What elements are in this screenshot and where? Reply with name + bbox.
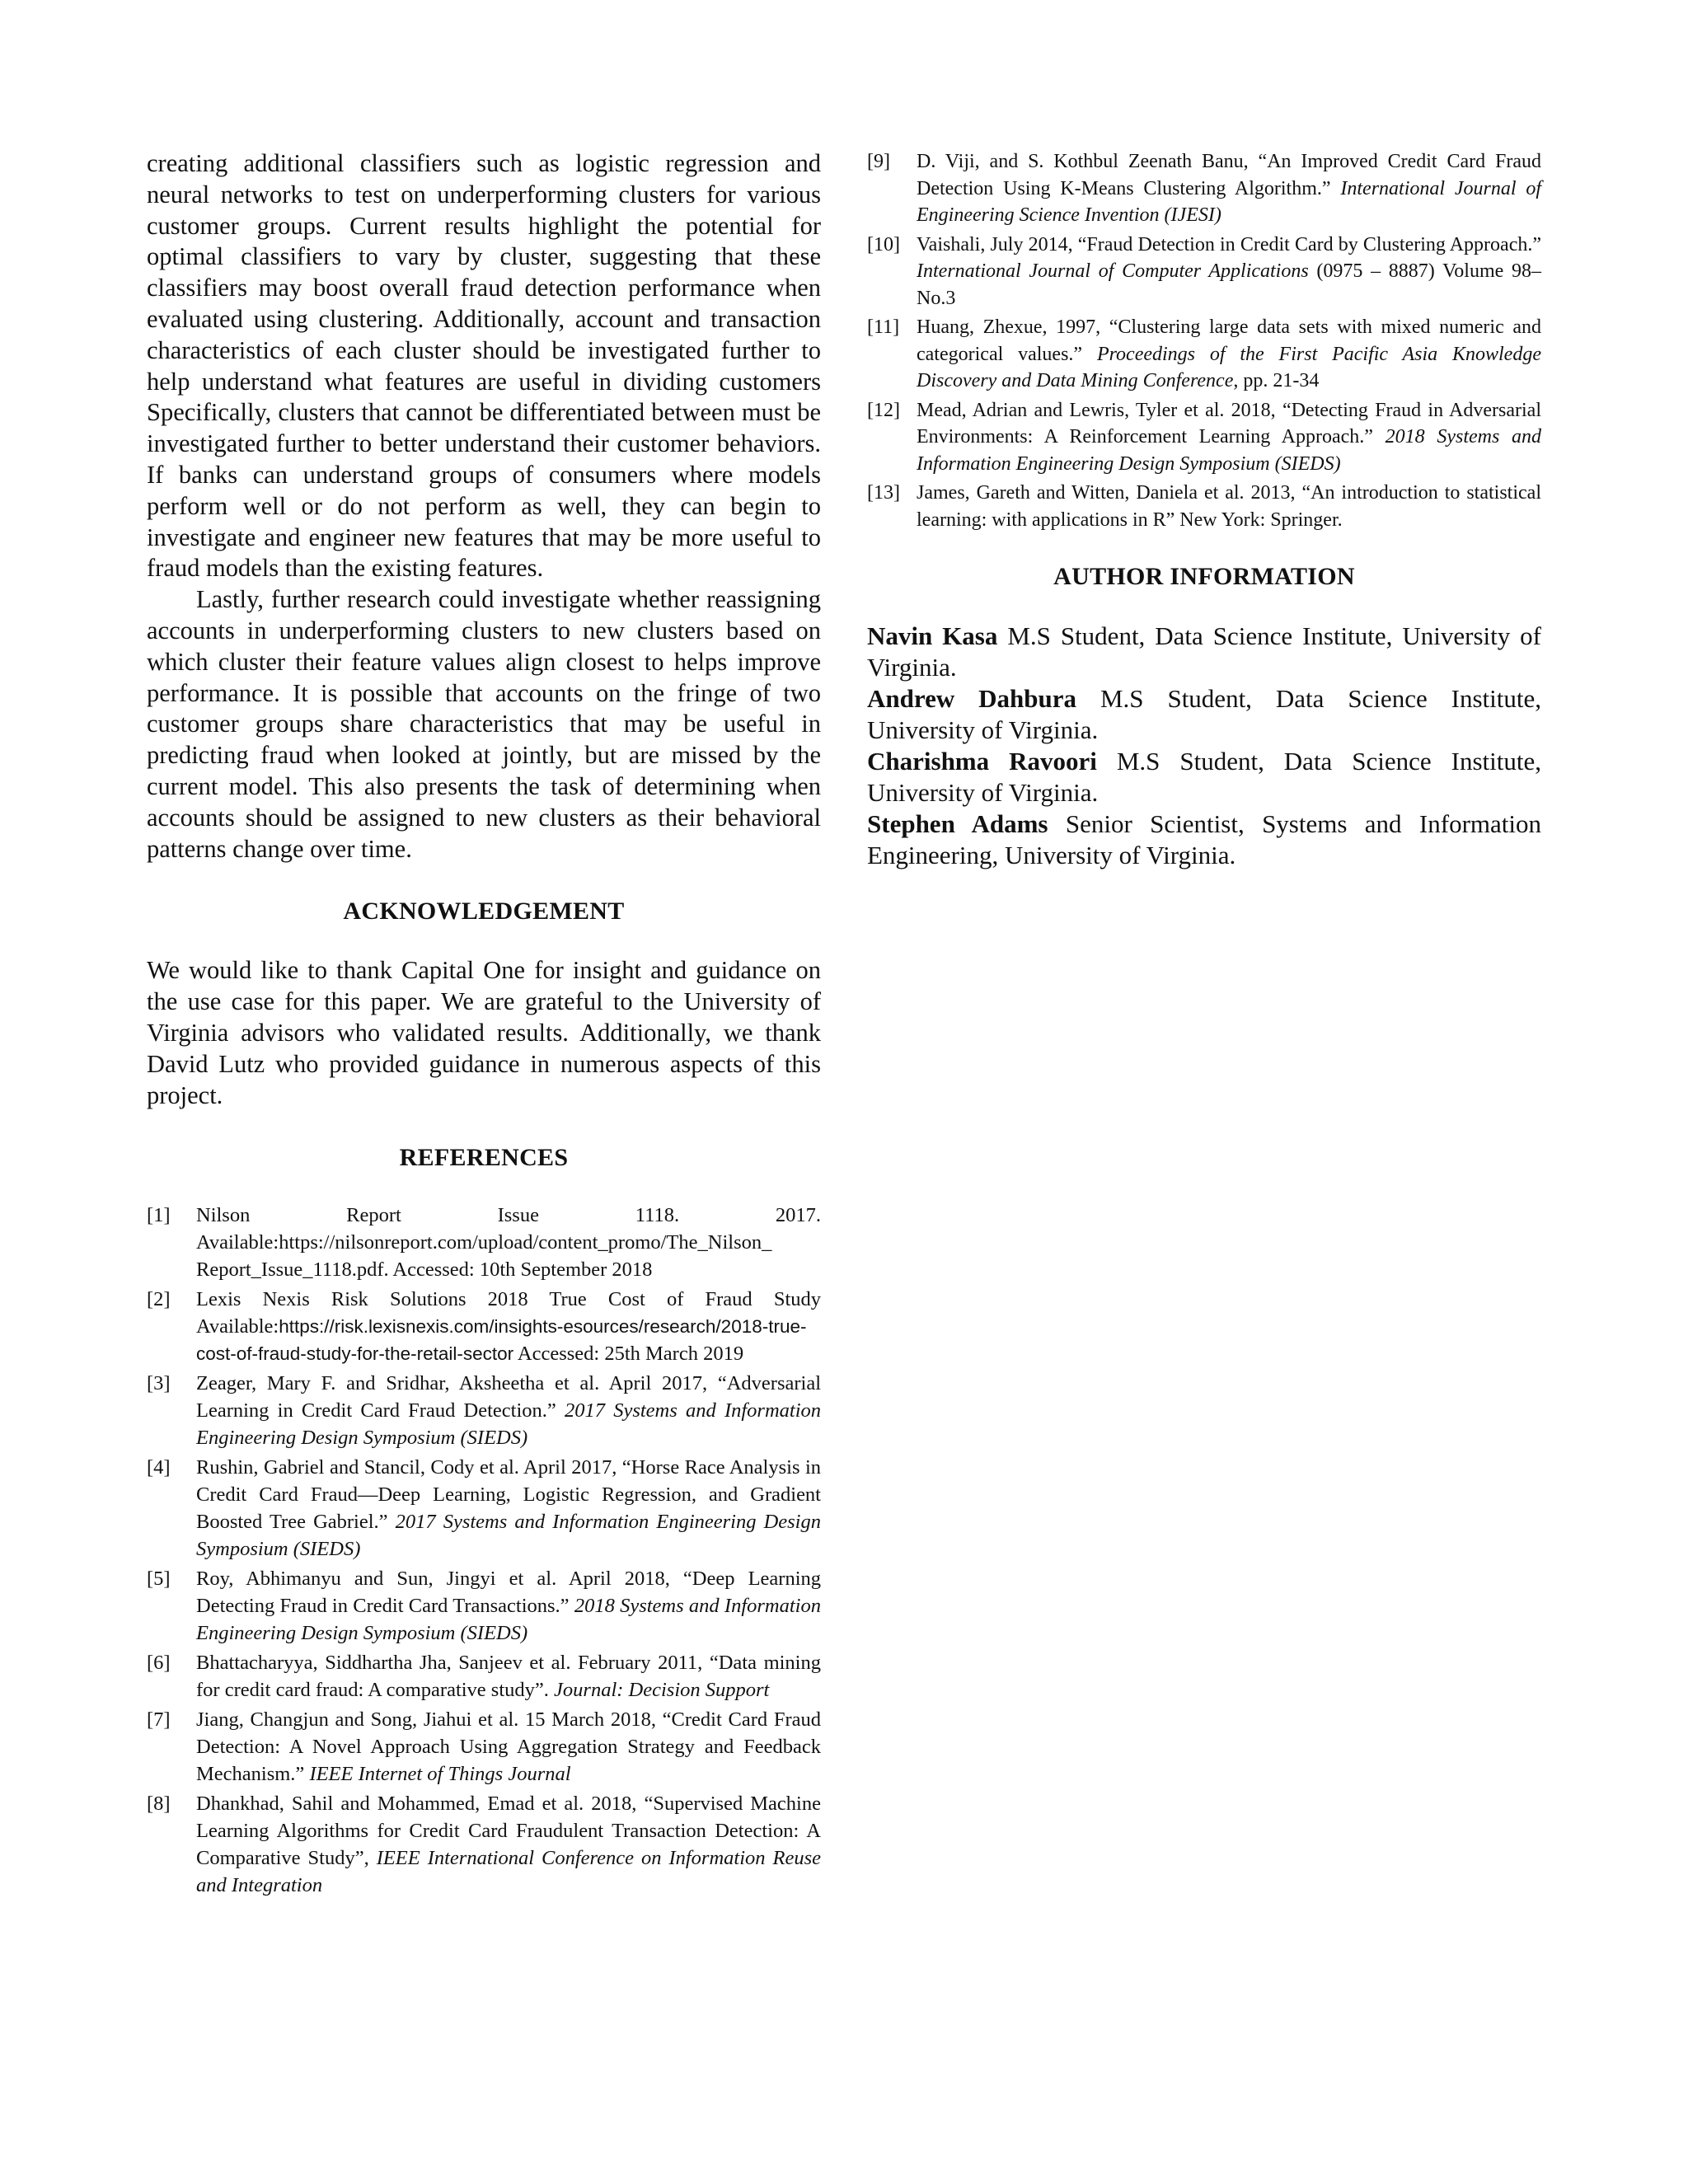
reference-number: [3] — [147, 1372, 171, 1395]
reference-url-link[interactable]: https://risk.lexisnexis.com/insights-esources/research/2018-true-cost-of-fraud-study-for-the-retail-sector — [196, 1316, 807, 1365]
reference-item — [867, 397, 1541, 478]
reference-text: Bhattacharyya, Siddhartha Jha, Sanjeev et al. February 2011, “Data mining for credit card fraud: A comparative study”. — [196, 1652, 821, 1702]
acknowledgement-text: We would like to thank Capital One for insight and guidance on the use case for this paper. We are grateful to the University of Virginia advisors who validated results. Additionally, we thank David Lutz who provided guidance in numerous aspects of this project. — [147, 956, 821, 1109]
reference-item — [147, 1454, 821, 1563]
reference-number: [8] — [147, 1793, 171, 1816]
reference-text: James, Gareth and Witten, Daniela et al. 2013, “An introduction to statistical learning: with applications in R” New York: Springer. — [917, 482, 1541, 531]
author-name: Andrew Dahbura — [867, 684, 1077, 713]
author-entry — [867, 621, 1541, 683]
author-name: Navin Kasa — [867, 621, 998, 650]
reference-number: [12] — [867, 399, 900, 421]
reference-item — [147, 1286, 821, 1367]
reference-text: Zeager, Mary F. and Sridhar, Aksheetha et al. April 2017, “Adversarial Learning in Credit Card Fraud Detection.” — [196, 1372, 821, 1422]
reference-number: [11] — [867, 316, 900, 338]
reference-text: D. Viji, and S. Kothbul Zeenath Banu, “An Improved Credit Card Fraud Detection Using K-Means Clustering Algorithm.” — [917, 151, 1541, 199]
author-name: Charishma Ravoori — [867, 747, 1097, 776]
reference-item — [147, 1370, 821, 1451]
reference-text: Nilson Report Issue 1118. 2017. Available:https://nilsonreport.com/upload/content_promo/The_Nilson_ Report_Issue_1118.pdf. Accessed: 10th September 2018 — [196, 1204, 821, 1282]
reference-list-left — [147, 1202, 821, 1899]
reference-venue: Proceedings of the First Pacific Asia Knowledge Discovery and Data Mining Conference — [917, 343, 1541, 391]
conclusion-paragraph-2: Lastly, further research could investigate whether reassigning accounts in underperforming clusters to new clusters based on which cluster their feature values align closest to helps improve performance. It is possible that accounts on the fringe of two customer groups share characteristics that may be useful in predicting fraud when looked at jointly, but are missed by the current model. This also presents the task of determining when accounts should be assigned to new clusters as their behavioral patterns change over time. — [147, 585, 821, 863]
reference-venue: 2018 Systems and Information Engineering Design Symposium (SIEDS) — [196, 1595, 821, 1645]
reference-item — [867, 314, 1541, 395]
reference-venue: 2017 Systems and Information Engineering Design Symposium (SIEDS) — [196, 1511, 821, 1561]
reference-item — [147, 1706, 821, 1788]
reference-venue: International Journal of Engineering Science Invention (IJESI) — [917, 177, 1542, 226]
reference-text: Huang, Zhexue, 1997, “Clustering large data sets with mixed numeric and categorical values.” — [917, 316, 1541, 365]
reference-number: [10] — [867, 233, 900, 255]
author-name: Stephen Adams — [867, 809, 1048, 838]
reference-item — [867, 480, 1541, 533]
author-entry — [867, 683, 1541, 746]
reference-venue: Journal: Decision Support — [554, 1679, 770, 1702]
reference-venue: 2017 Systems and Information Engineering Design Symposium (SIEDS) — [196, 1399, 821, 1450]
author-affiliation: M.S Student, Data Science Institute, University of Virginia. — [867, 747, 1541, 807]
reference-item — [147, 1790, 821, 1899]
reference-item — [147, 1649, 821, 1704]
reference-number: [13] — [867, 482, 900, 504]
reference-text: Vaishali, July 2014, “Fraud Detection in Credit Card by Clustering Approach.” — [917, 233, 1541, 255]
reference-text: Roy, Abhimanyu and Sun, Jingyi et al. April 2018, “Deep Learning Detecting Fraud in Credit Card Transactions.” — [196, 1568, 821, 1618]
reference-text-tail: (0975 – 8887) Volume 98– No.3 — [917, 260, 1542, 309]
reference-text: Rushin, Gabriel and Stancil, Cody et al. April 2017, “Horse Race Analysis in Credit Card Fraud—Deep Learning, Logistic Regression, and Gradient Boosted Tree Gabriel.” — [196, 1456, 821, 1534]
reference-number: [4] — [147, 1456, 171, 1479]
reference-venue: IEEE International Conference on Information Reuse and Integration — [196, 1847, 821, 1897]
reference-venue: 2018 Systems and Information Engineering Design Symposium (SIEDS) — [917, 426, 1542, 475]
reference-number: [2] — [147, 1288, 171, 1311]
references-heading: REFERENCES — [399, 1144, 569, 1172]
left-column — [147, 148, 821, 1901]
reference-venue: IEEE Internet of Things Journal — [309, 1763, 571, 1786]
reference-list-right — [867, 148, 1541, 533]
reference-text-tail: , pp. 21-34 — [1233, 370, 1320, 391]
reference-text: Mead, Adrian and Lewris, Tyler et al. 2018, “Detecting Fraud in Adversarial Environments: A Reinforcement Learning Approach.” — [917, 399, 1541, 448]
author-entry — [867, 808, 1541, 871]
author-affiliation: Senior Scientist, Systems and Information Engineering, University of Virginia. — [867, 809, 1541, 869]
author-entry — [867, 746, 1541, 808]
reference-number: [7] — [147, 1708, 171, 1732]
reference-item — [147, 1202, 821, 1283]
reference-item — [867, 148, 1541, 229]
reference-text: Lexis Nexis Risk Solutions 2018 True Cost of Fraud Study Available: — [196, 1288, 821, 1338]
author-affiliation: M.S Student, Data Science Institute, University of Virginia. — [867, 621, 1542, 682]
reference-text-tail: Accessed: 25th March 2019 — [513, 1343, 744, 1366]
acknowledgement-heading: ACKNOWLEDGEMENT — [343, 898, 625, 926]
author-affiliation: M.S Student, Data Science Institute, University of Virginia. — [867, 684, 1541, 744]
reference-number: [6] — [147, 1652, 171, 1675]
reference-number: [1] — [147, 1204, 171, 1227]
reference-text: Jiang, Changjun and Song, Jiahui et al. 15 March 2018, “Credit Card Fraud Detection: A Novel Approach Using Aggregation Strategy and Feedback Mechanism.” — [196, 1708, 821, 1786]
right-column — [867, 148, 1541, 871]
reference-number: [5] — [147, 1568, 171, 1591]
conclusion-paragraph-1: creating additional classifiers such as logistic regression and neural networks to test on underperforming clusters for various customer groups. Current results highlight the potential for optimal classifiers to vary by cluster, suggesting that these classifiers may boost overall fraud detection performance when evaluated using clustering. Additionally, account and transaction characteristics of each cluster should be investigated further to help understand what features are useful in dividing customers Specifically, clusters that cannot be differentiated between must be investigated further to better understand their customer behaviors. If banks can understand groups of consumers where models perform well or do not perform as well, they can begin to investigate and engineer new features that may be more useful to fraud models than the existing features. — [147, 149, 821, 583]
reference-venue: International Journal of Computer Applications — [917, 260, 1309, 282]
reference-item — [147, 1565, 821, 1647]
reference-text: Dhankhad, Sahil and Mohammed, Emad et al. 2018, “Supervised Machine Learning Algorithms for Credit Card Fraudulent Transaction Detection: A Comparative Study”, — [196, 1793, 821, 1870]
reference-number: [9] — [867, 151, 890, 172]
author-information-heading: AUTHOR INFORMATION — [1053, 563, 1355, 590]
reference-item — [867, 232, 1541, 312]
